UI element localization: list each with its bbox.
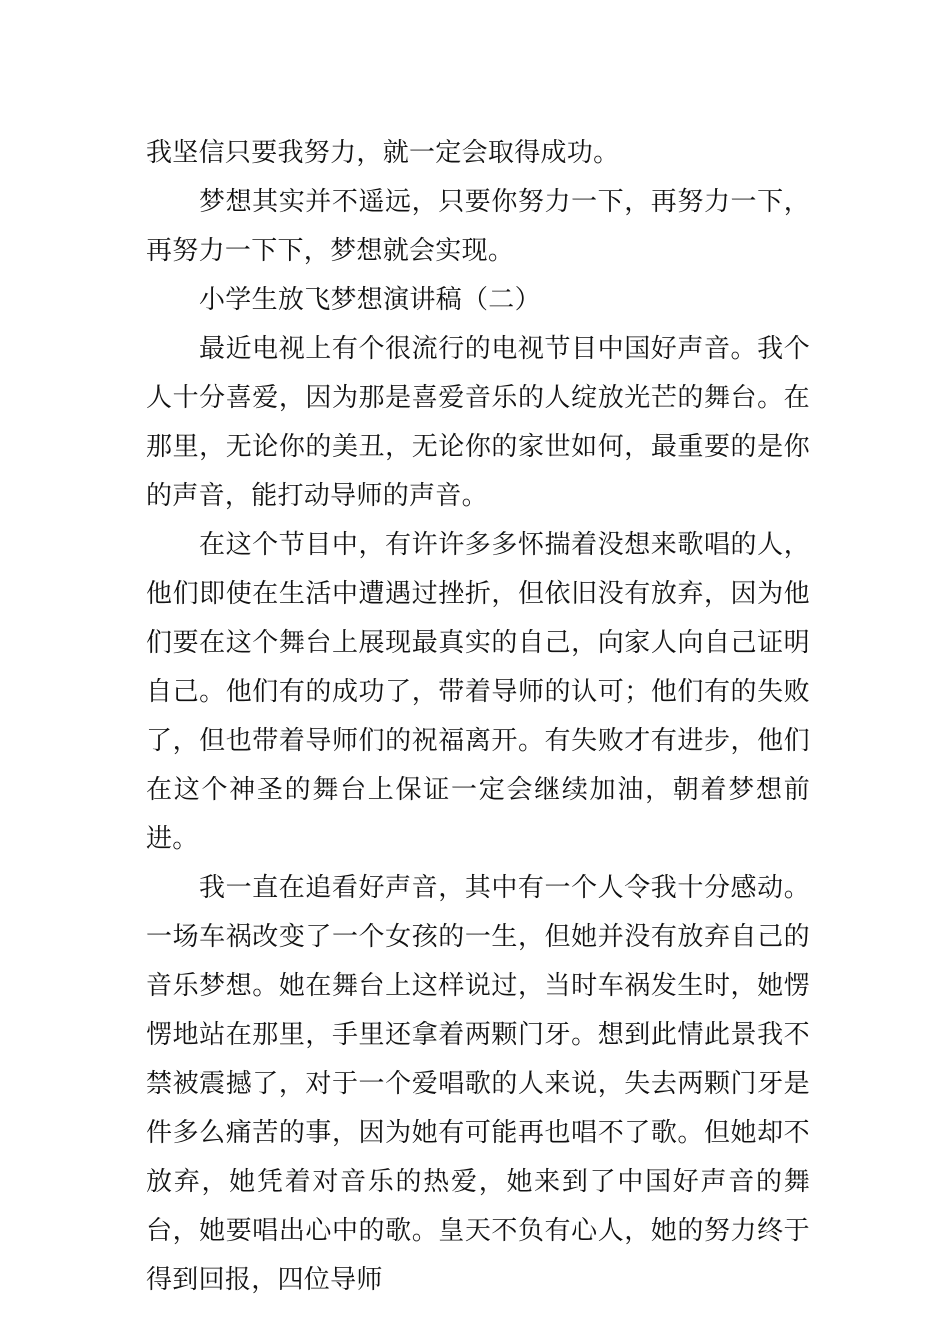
paragraph-continuation: 我坚信只要我努力，就一定会取得成功。 [146,138,620,168]
paragraph-touching-story: 我一直在追看好声音，其中有一个人令我十分感动。一场车祸改变了一个女孩的一生，但她并没有放弃自己的音乐梦想。她在舞台上这样说过，当时车祸发生时，她愣愣地站在那里，手里还拿着两颗门牙。想到此情此景我不禁被震撼了，对于一个爱唱歌的人来说，失去两颗门牙是件多么痛苦的事，因为她有可能再也唱不了歌。但她却不放弃，她凭着对音乐的热爱，她来到了中国好声音的舞台，她要唱出心中的歌。皇天不负有心人，她的努力终于得到回报，四位导师 [146,873,810,1295]
section-heading: 小学生放飞梦想演讲稿（二） [199,285,541,315]
document-body [146,129,810,1305]
paragraph-voice-of-china: 最近电视上有个很流行的电视节目中国好声音。我个人十分喜爱，因为那是喜爱音乐的人绽放光芒的舞台。在那里，无论你的美丑，无论你的家世如何，最重要的是你的声音，能打动导师的声音。 [146,334,810,511]
paragraph-contestants: 在这个节目中，有许许多多怀揣着没想来歌唱的人，他们即使在生活中遭遇过挫折，但依旧没有放弃，因为他们要在这个舞台上展现最真实的自己，向家人向自己证明自己。他们有的成功了，带着导师的认可；他们有的失败了，但也带着导师们的祝福离开。有失败才有进步，他们在这个神圣的舞台上保证一定会继续加油，朝着梦想前进。 [146,530,810,854]
paragraph-dream-not-far: 梦想其实并不遥远，只要你努力一下，再努力一下，再努力一下下，梦想就会实现。 [146,187,810,266]
